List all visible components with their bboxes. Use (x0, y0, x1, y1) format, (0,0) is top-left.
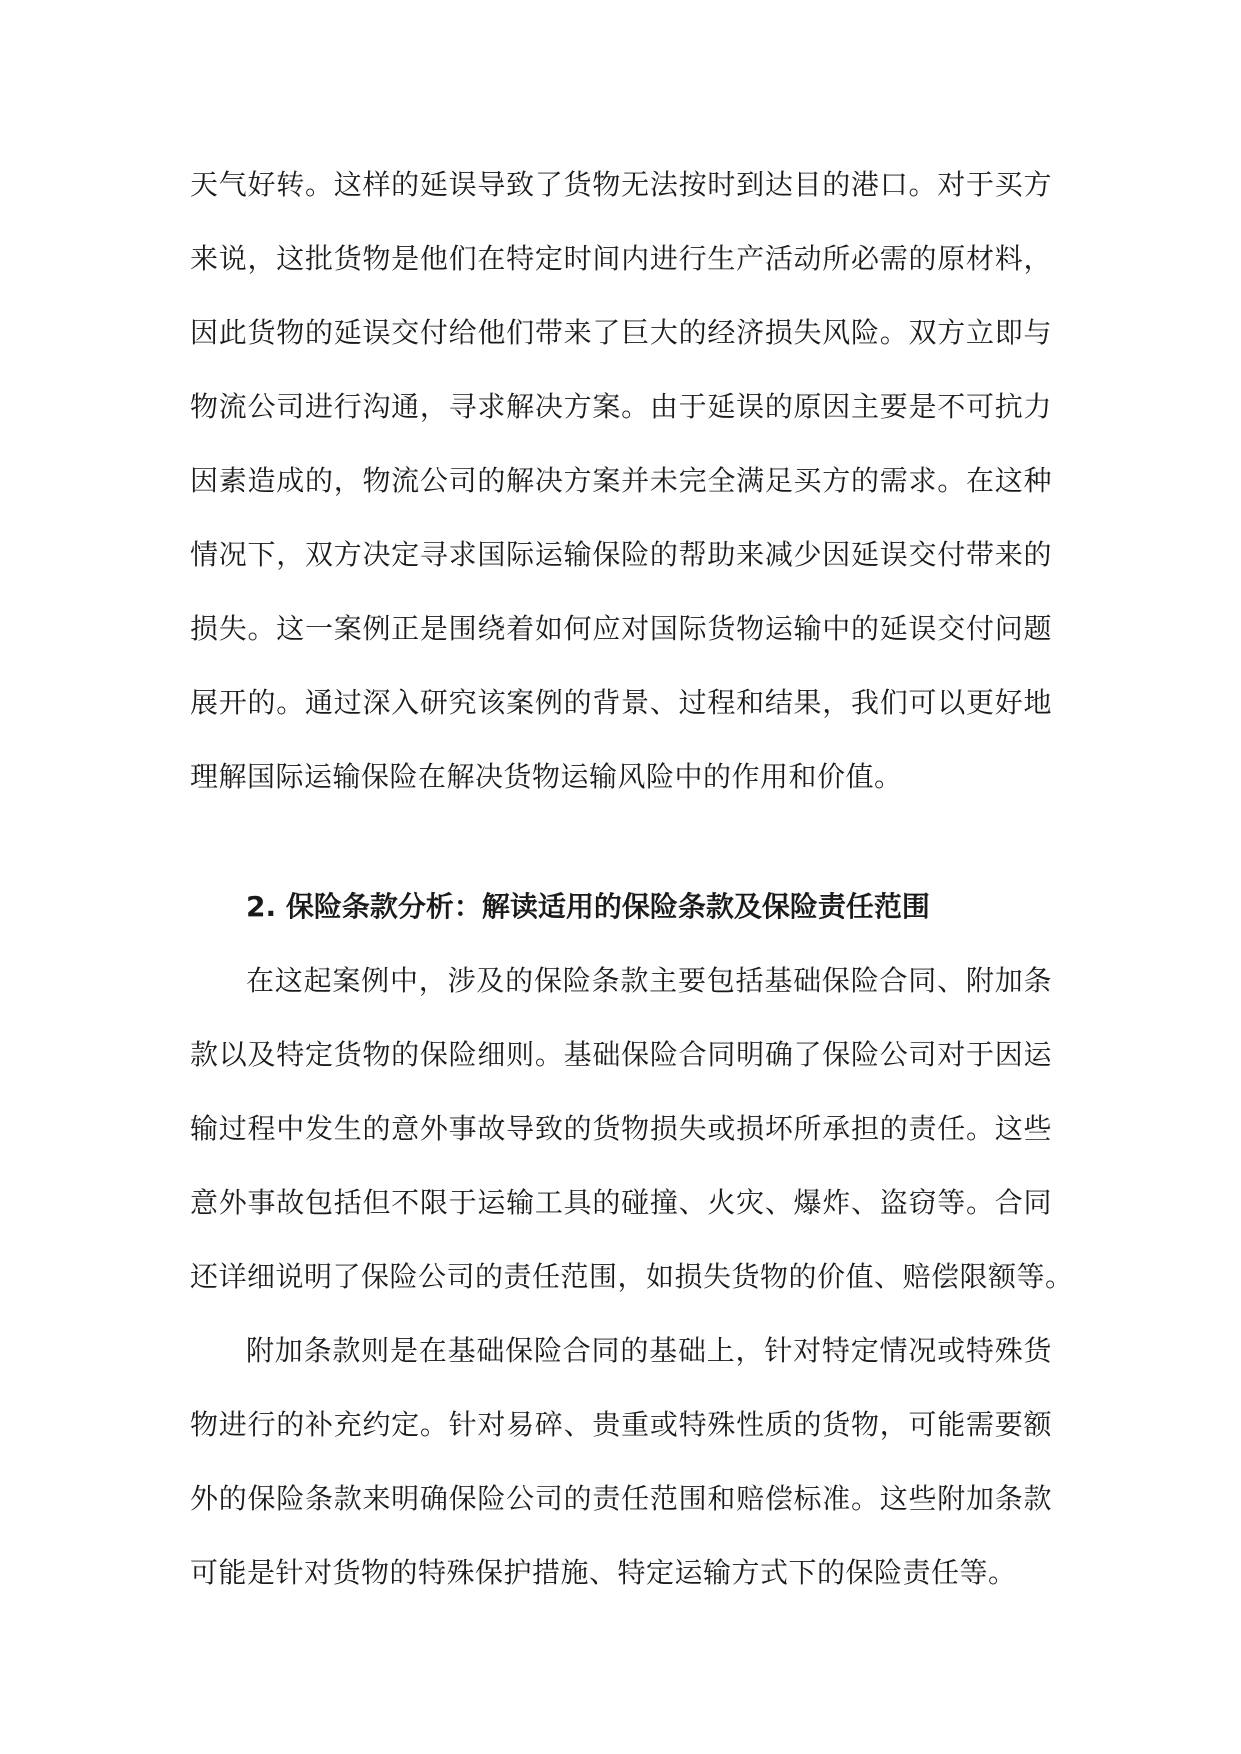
text-line: 来说，这批货物是他们在特定时间内进行生产活动所必需的原材料， (190, 242, 1052, 275)
text-line: 附加条款则是在基础保险合同的基础上，针对特定情况或特殊货 (246, 1334, 1052, 1367)
text-line: 还详细说明了保险公司的责任范围，如损失货物的价值、赔偿限额等。 (190, 1260, 1074, 1293)
text-line: 物进行的补充约定。针对易碎、贵重或特殊性质的货物，可能需要额 (190, 1408, 1052, 1441)
text-line: 可能是针对货物的特殊保护措施、特定运输方式下的保险责任等。 (190, 1556, 1017, 1589)
text-line: 意外事故包括但不限于运输工具的碰撞、火灾、爆炸、盗窃等。合同 (190, 1186, 1052, 1219)
text-line: 输过程中发生的意外事故导致的货物损失或损坏所承担的责任。这些 (190, 1112, 1052, 1145)
text-line: 理解国际运输保险在解决货物运输风险中的作用和价值。 (190, 760, 903, 793)
paragraph-3 (190, 1314, 1052, 1610)
document-body (190, 148, 1074, 1610)
text-line: 因此货物的延误交付给他们带来了巨大的经济损失风险。双方立即与 (190, 316, 1052, 349)
text-line: 因素造成的，物流公司的解决方案并未完全满足买方的需求。在这种 (190, 464, 1052, 497)
text-line: 损失。这一案例正是围绕着如何应对国际货物运输中的延误交付问题 (190, 612, 1052, 645)
text-line: 款以及特定货物的保险细则。基础保险合同明确了保险公司对于因运 (190, 1038, 1052, 1071)
section-heading: 2. 保险条款分析：解读适用的保险条款及保险责任范围 (246, 890, 930, 923)
paragraph-1 (190, 148, 1052, 814)
paragraph-2 (190, 944, 1074, 1314)
text-line: 物流公司进行沟通，寻求解决方案。由于延误的原因主要是不可抗力 (190, 390, 1052, 423)
text-line: 外的保险条款来明确保险公司的责任范围和赔偿标准。这些附加条款 (190, 1482, 1052, 1515)
text-line: 在这起案例中，涉及的保险条款主要包括基础保险合同、附加条 (246, 964, 1052, 997)
text-line: 展开的。通过深入研究该案例的背景、过程和结果，我们可以更好地 (190, 686, 1052, 719)
text-line: 天气好转。这样的延误导致了货物无法按时到达目的港口。对于买方 (190, 168, 1052, 201)
text-line: 情况下，双方决定寻求国际运输保险的帮助来减少因延误交付带来的 (190, 538, 1052, 571)
